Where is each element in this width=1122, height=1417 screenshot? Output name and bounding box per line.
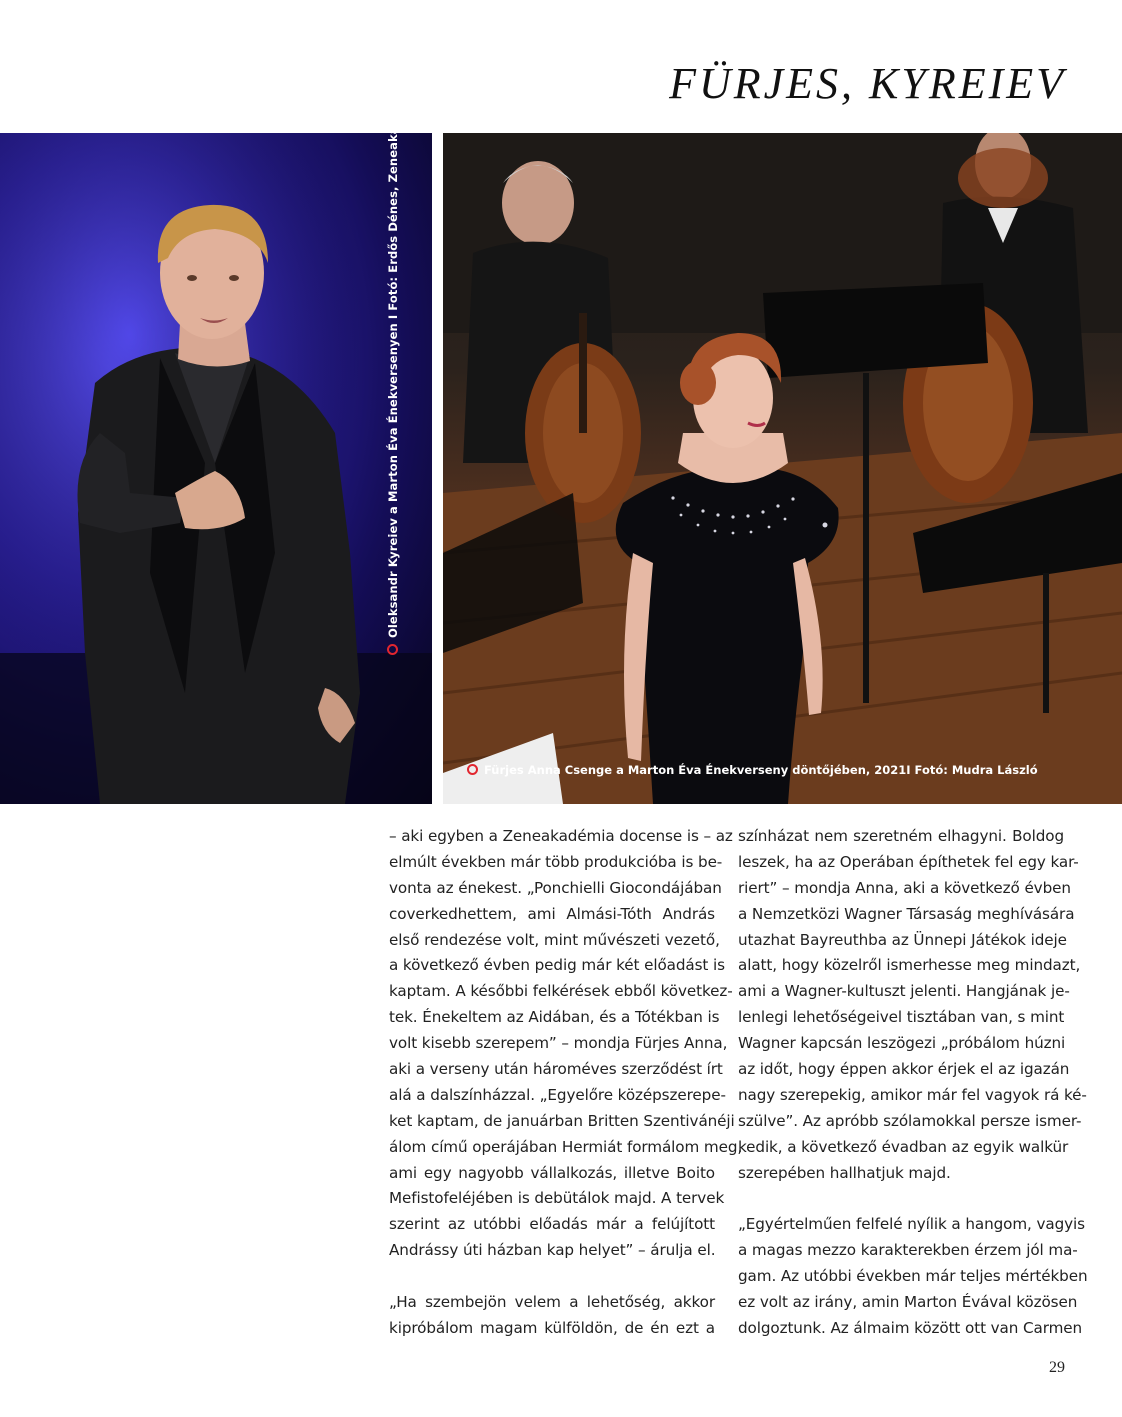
caption-text: Fürjes Anna Csenge a Marton Éva Énekverseny döntőjében, 2021I Fotó: Mudra László — [484, 763, 1038, 777]
text-line: lenlegi lehetőségeivel tisztában van, s mint — [738, 1008, 1065, 1027]
page-header-title: FÜRJES, KYREIEV — [669, 59, 1066, 108]
text-line: coverkedhettem, ami Almási-Tóth András — [389, 904, 715, 923]
singer-male-illustration — [0, 133, 432, 804]
text-line: alá a dalszínházzal. „Egyelőre középszerepe- — [389, 1085, 726, 1104]
text-line: elmúlt években már több produkcióba is be- — [389, 852, 723, 871]
caption-ring-icon — [387, 644, 398, 655]
photo-furjes-anna-csenge — [443, 133, 1122, 804]
text-line: álom című operájában Hermiát formálom meg, — [389, 1137, 743, 1156]
page-number: 29 — [1049, 1359, 1065, 1376]
article-column-1 — [389, 824, 743, 1342]
paragraph-gap — [738, 1186, 1064, 1212]
text-line: ez volt az irány, amin Marton Évával közösen — [738, 1293, 1078, 1312]
text-line: színházat nem szeretném elhagyni. Boldog — [738, 827, 1064, 845]
caption-text: Oleksandr Kyreiev a Marton Éva Énekversenyen I Fotó: Erdős Dénes, Zeneakadémia — [386, 86, 400, 638]
text-line: a Nemzetközi Wagner Társaság meghívására — [738, 904, 1075, 923]
text-line: kipróbálom magam külföldön, de én ezt a — [389, 1318, 715, 1337]
text-line: volt kisebb szerepem” – mondja Fürjes Anna, — [389, 1034, 728, 1053]
text-line: kaptam. A későbbi felkérések ebből következ- — [389, 982, 733, 1001]
text-line: leszek, ha az Operában építhetek fel egy kar- — [738, 852, 1079, 871]
text-line: alatt, hogy közelről ismerhesse meg mindazt, — [738, 956, 1081, 975]
text-line: ami a Wagner-kultuszt jelenti. Hangjának je- — [738, 982, 1070, 1001]
text-line: Mefistofeléjében is debütálok majd. A tervek — [389, 1189, 725, 1208]
text-line: első rendezése volt, mint művészeti vezető, — [389, 930, 720, 949]
text-line: kedik, a következő évadban az egyik walkür — [738, 1137, 1069, 1156]
text-line: riert” – mondja Anna, aki a következő évben — [738, 878, 1071, 897]
text-line: „Ha szembejön velem a lehetőség, akkor — [389, 1293, 715, 1312]
text-line: dolgoztunk. Az álmaim között ott van Carmen — [738, 1318, 1083, 1337]
text-line: „Egyértelműen felfelé nyílik a hangom, vagyis — [738, 1215, 1085, 1234]
text-line: utazhat Bayreuthba az Ünnepi Játékok ideje — [738, 930, 1067, 949]
text-line: a magas mezzo karakterekben érzem jól ma- — [738, 1241, 1078, 1260]
photo-caption-left — [386, 86, 400, 655]
text-line: – aki egyben a Zeneakadémia docense is – az — [389, 827, 733, 845]
text-line: nagy szerepekig, amikor már fel vagyok rá ké- — [738, 1085, 1087, 1104]
text-line: tek. Énekeltem az Aidában, és a Tótékban is — [389, 1008, 720, 1027]
text-line: ami egy nagyobb vállalkozás, illetve Boito — [389, 1163, 715, 1182]
orchestra-scene-illustration — [443, 133, 1122, 804]
text-line: Wagner kapcsán leszögezi „próbálom húzni — [738, 1034, 1066, 1053]
photo-oleksandr-kyreiev — [0, 133, 432, 804]
article-column-2 — [738, 824, 1088, 1342]
text-line: Andrássy úti házban kap helyet” – árulja el. — [389, 1241, 716, 1260]
text-line: vonta az énekest. „Ponchielli Giocondájában — [389, 878, 722, 897]
text-line: szülve”. Az apróbb szólamokkal persze ismer- — [738, 1111, 1082, 1130]
caption-ring-icon — [467, 764, 478, 775]
paragraph-gap — [389, 1264, 715, 1290]
photo-caption-right — [467, 763, 1038, 777]
text-line: szerepében hallhatjuk majd. — [738, 1163, 951, 1182]
text-line: ket kaptam, de januárban Britten Szentivánéji — [389, 1111, 735, 1130]
text-line: aki a verseny után hároméves szerződést írt — [389, 1060, 723, 1079]
text-line: szerint az utóbbi előadás már a felújított — [389, 1215, 715, 1234]
text-line: az időt, hogy éppen akkor érjek el az igazán — [738, 1060, 1070, 1079]
text-line: gam. Az utóbbi években már teljes mértékben — [738, 1267, 1088, 1286]
text-line: a következő évben pedig már két előadást is — [389, 956, 725, 975]
